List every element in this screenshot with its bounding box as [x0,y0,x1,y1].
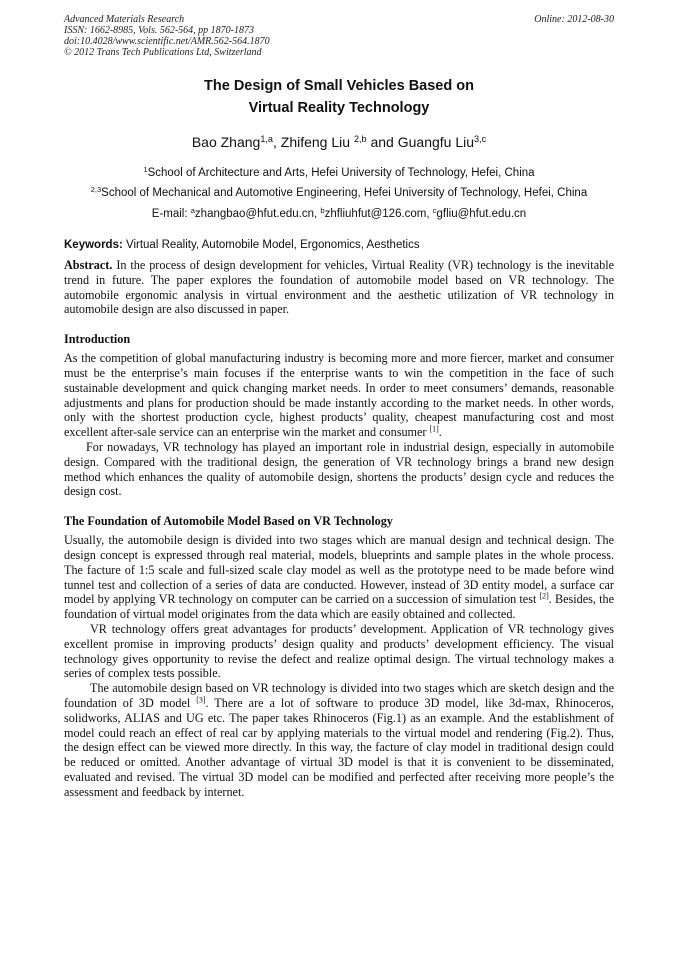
paper-title [64,75,614,119]
body-paragraph: VR technology offers great advantages for products’ development. Application of VR technology gives excellent promise in improving products’ design quality and products’ development efficiency. The visual technology gives opportunity to revise the defect and realize optimal design. The virtual technology makes a series of complex tests possible. [64,621,614,681]
paper-page [64,14,614,800]
journal-name: Advanced Materials Research [64,14,185,25]
affiliation-1: $^1$School of Architecture and Arts, Hefei University of Technology, Hefei, China [143,164,535,179]
body-paragraph: The automobile design based on VR technology is divided into two stages which are sketch design and the foundation of 3D model [3]. There are a lot of software to produce 3D model, like 3d-max, Rhinoceros, solidworks, ALIAS and UG etc. The paper takes Rhinoceros (Fig.1) as an example. And the establishment of model could reach an effect of real car by applying materials to the virtual model and rendering (Fig.2). Thus, the design effect can be viewed more directly. In this way, the facture of clay model in traditional design could be reduced or omitted. Another advantage of virtual 3D model is that it is convenient to be disseminated, evaluated and revised. The virtual 3D model can be modified and perfected after receiving more people’s the assessment and feedback by internet. [64,681,614,799]
abstract [64,258,614,317]
title-line-2: Virtual Reality Technology [248,100,430,116]
journal-header [64,14,614,58]
copyright-line: © 2012 Trans Tech Publications Ltd, Switzerland [64,47,262,58]
author-name: Bao Zhang [191,134,261,150]
author-list: Bao Zhang$^{1,a}$, Zhifeng Liu $^{2,b}$ and Guangfu Liu$^{3,c}$ [191,134,487,150]
citation-ref: [1] [429,424,439,434]
email-link: zhfliuhfut@126.com, [324,208,433,220]
online-date: Online: 2012-08-30 [534,14,614,25]
body-paragraph: Usually, the automobile design is divided into two stages which are manual design and technical design. The design concept is expressed through real material, models, blueprints and sample plates in the whole process. The facture of 1:5 scale and full-sized scale clay model as well as the prototype need to be made before wind tunnel test and collection of a series of data are conducted. However, instead of 3D entity model, a surface car model by applying VR technology on computer can be carried on a succession of simulation test [2]. Besides, the foundation of virtual model originates from the data which are easily obtained and collected. [64,533,614,622]
author-name: Zhifeng Liu [280,134,351,150]
author-sup: 1,a [260,134,273,144]
title-line-1: The Design of Small Vehicles Based on [204,78,474,94]
section-heading: Introduction [64,332,131,347]
email-link: gfliu@hfut.edu.cn [436,208,527,220]
abstract-text: In the process of design development for vehicles, Virtual Reality (VR) technology is the inevitable trend in future. The paper explores the foundation of automobile model based on VR technology. The automobile ergonomic analysis in virtual environment and the aesthetic utilization of VR technology in automobile design are also discussed in paper. [64,258,614,317]
author-sup: 3,c [474,134,487,144]
citation-ref: [2] [539,591,549,601]
body-paragraph: As the competition of global manufacturing industry is becoming more and more fiercer, market and consumer must be the enterprise’s main focuses if the enterprise wants to win the competition in the face of such sustainable development and quick changing market needs. In order to meet consumers’ demands, reasonable adjustments and plans for production should be made instantly according to the market needs. In other words, only with the shortest production cycle, highest products’ quality, cheapest manufacturing cost and most excellent after-sale service can an enterprise win the market and consumer [1]. [64,351,614,440]
issn-line: ISSN: 1662-8985, Vols. 562-564, pp 1870-1873 [64,25,254,36]
citation-ref: [3] [196,695,206,705]
email-link: zhangbao@hfut.edu.cn, [194,208,321,220]
affiliation-2: $^{2,3}$School of Mechanical and Automotive Engineering, Hefei University of Technology, Hefei, China [90,184,588,199]
author-sup: 2,b [353,134,367,144]
author-name: Guangfu Liu [397,134,475,150]
email-line: E-mail: $^a$zhangbao@hfut.edu.cn, $^b$zhfliuhfut@126.com, $^c$gfliu@hfut.edu.cn [151,205,527,220]
keywords [64,238,614,252]
doi-line: doi:10.4028/www.scientific.net/AMR.562-564.1870 [64,36,270,47]
section-heading: The Foundation of Automobile Model Based on VR Technology [64,514,393,529]
keywords-label: Keywords: [64,239,123,251]
keywords-text: Virtual Reality, Automobile Model, Ergonomics, Aesthetics [122,239,420,251]
abstract-label: Abstract. [64,258,113,272]
body-paragraph: For nowadays, VR technology has played an important role in industrial design, especially in automobile design. Compared with the traditional design, the generation of VR technology brings a brand new design method which enhances the quality of automobile design, shortens the products’ design cycle and reduces the design cost. [64,439,614,499]
